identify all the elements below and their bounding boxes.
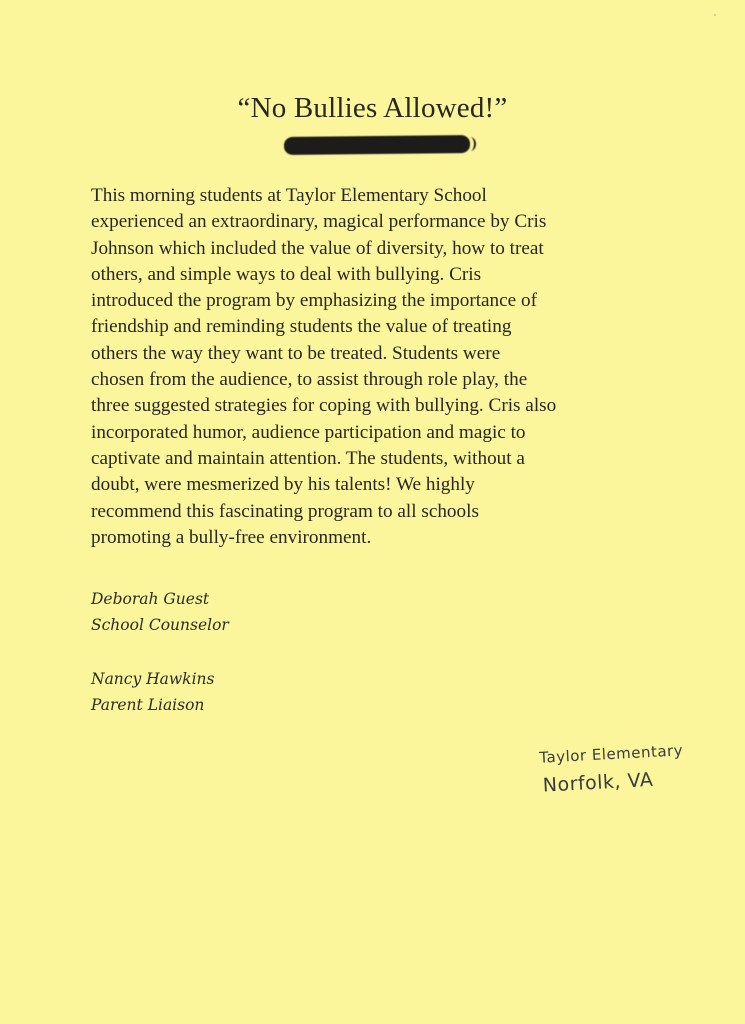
body-line: promoting a bully-free environment.	[91, 526, 372, 548]
body-line: captivate and maintain attention. The students, without a	[91, 447, 525, 469]
body-line: introduced the program by emphasizing the importance of	[91, 290, 537, 312]
body-line: three suggested strategies for coping with bullying. Cris also	[91, 395, 557, 417]
handwritten-note	[539, 736, 686, 799]
redacted-date	[284, 135, 470, 155]
body-line: This morning students at Taylor Elementary School	[91, 185, 487, 206]
page-title: “No Bullies Allowed!”	[237, 92, 508, 124]
body-line: experienced an extraordinary, magical performance by Cris	[91, 211, 547, 233]
body-line: others, and simple ways to deal with bullying. Cris	[91, 263, 482, 285]
testimonial-body	[91, 183, 661, 551]
body-line: incorporated humor, audience participation and magic to	[91, 421, 526, 443]
signer-role: School Counselor	[91, 616, 229, 634]
body-line: chosen from the audience, to assist through role play, the	[91, 369, 528, 391]
body-line: others the way they want to be treated. Students were	[91, 342, 501, 364]
signer-name: Deborah Guest	[91, 590, 210, 608]
handwritten-school: Taylor Elementary	[538, 741, 684, 767]
signer-name: Nancy Hawkins	[91, 670, 215, 688]
handwritten-location: Norfolk, VA	[542, 768, 654, 797]
signer-role: Parent Liaison	[91, 696, 205, 714]
body-line: friendship and reminding students the value of treating	[91, 316, 512, 338]
body-line: Johnson which included the value of diversity, how to treat	[91, 237, 544, 259]
paper-speck	[714, 14, 716, 16]
body-line: doubt, were mesmerized by his talents! We highly	[91, 474, 475, 496]
body-line: recommend this fascinating program to all schools	[91, 500, 479, 522]
signature-block-liaison	[91, 666, 214, 718]
signature-block-counselor	[91, 586, 229, 638]
